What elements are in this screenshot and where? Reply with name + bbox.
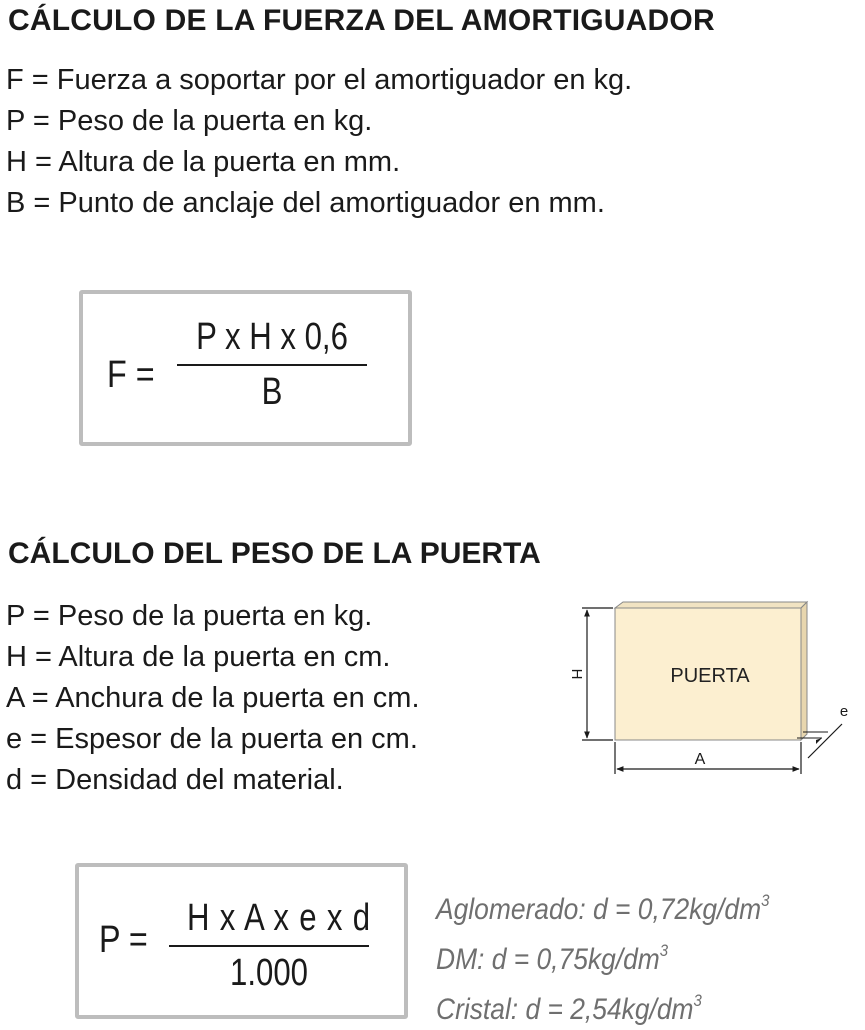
density-aglomerado [436,880,769,930]
formula-numerator: H x A x e x d [187,897,371,939]
formula-lhs: F = [107,354,155,396]
thickness-label: e [839,703,849,720]
definition-h: H = Altura de la puerta en cm. [6,641,391,673]
definition-e: e = Espesor de la puerta en cm. [6,723,418,755]
formula-denominator: B [261,371,283,413]
section-title-fuerza: CÁLCULO DE LA FUERZA DEL AMORTIGUADOR [8,4,715,37]
fraction-bar [177,364,367,366]
width-label: A [694,751,706,768]
density-cristal [436,980,769,1030]
formula-numerator: P x H x 0,6 [196,316,348,358]
definition-d: d = Densidad del material. [6,764,344,796]
height-label: H [568,668,585,680]
density-exponent: 3 [761,891,770,910]
formula-box-fuerza [79,290,412,446]
definition-b: B = Punto de anclaje del amortiguador en mm. [6,187,605,219]
fraction-bar [169,945,369,947]
thickness-arrow [816,738,822,744]
definition-p: P = Peso de la puerta en kg. [6,105,373,137]
definition-a: A = Anchura de la puerta en cm. [6,682,420,714]
density-text: Aglomerado: d = 0,72kg/dm [436,893,762,926]
definitions-fuerza [6,60,632,224]
density-exponent: 3 [693,991,702,1010]
formula-denominator: 1.000 [230,952,308,994]
thickness-dimension-line [808,724,842,758]
formula-lhs: P = [99,919,148,961]
door-label: PUERTA [670,665,750,687]
definition-p: P = Peso de la puerta en kg. [6,600,373,632]
density-list [436,880,815,1030]
density-text: Cristal: d = 2,54kg/dm [436,993,694,1026]
formula-fraction [177,316,367,414]
definition-h: H = Altura de la puerta en mm. [6,146,401,178]
formula-fraction [169,897,369,995]
section-title-peso: CÁLCULO DEL PESO DE LA PUERTA [8,537,541,570]
door-diagram [560,598,860,778]
density-text: DM: d = 0,75kg/dm [436,943,660,976]
formula-box-peso [75,863,408,1019]
density-exponent: 3 [659,941,669,960]
density-dm [436,930,769,980]
definitions-peso [6,596,420,801]
definition-f: F = Fuerza a soportar por el amortiguador en kg. [6,64,633,96]
